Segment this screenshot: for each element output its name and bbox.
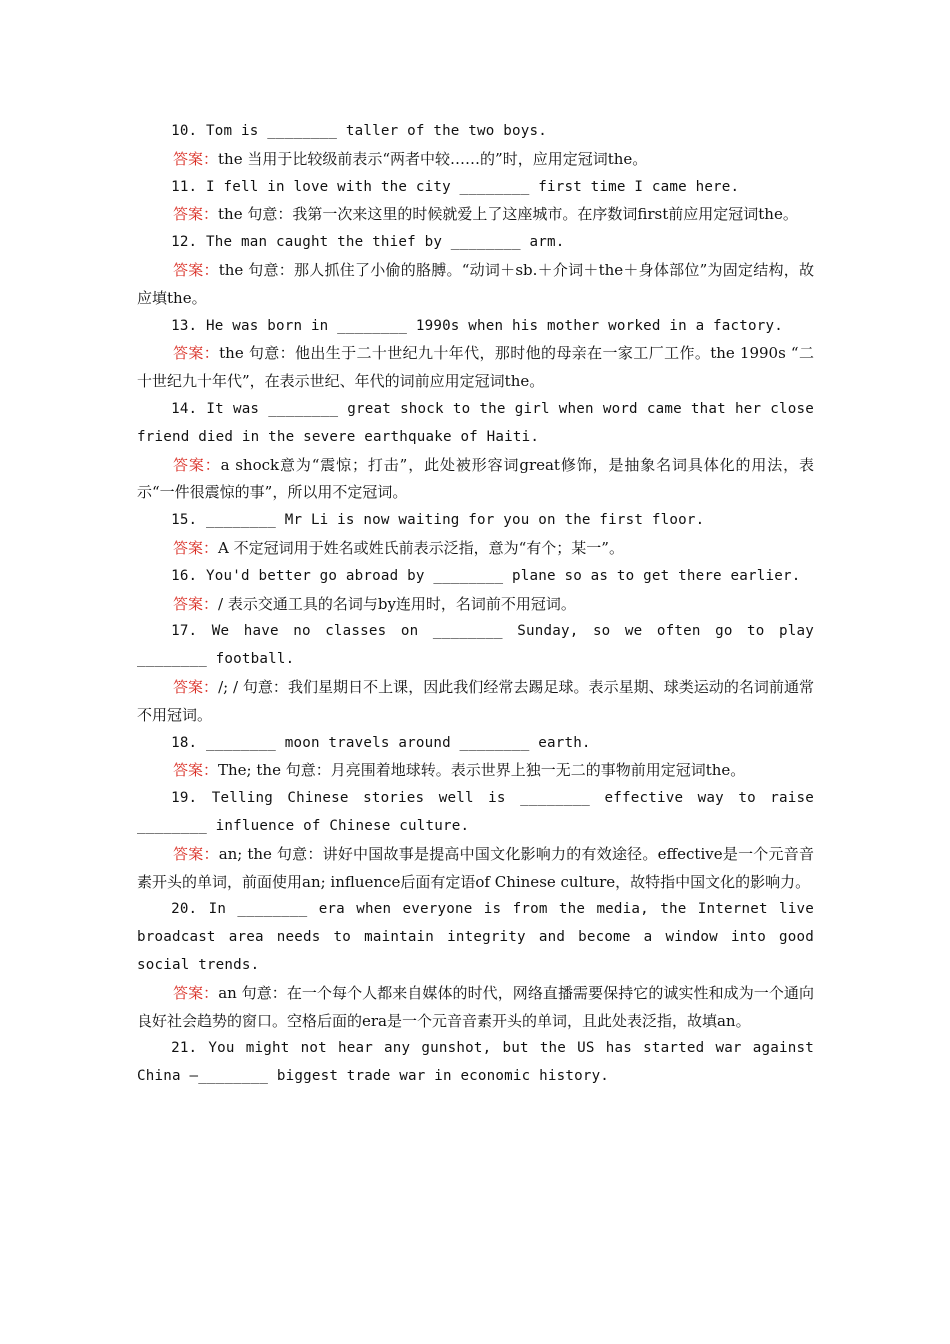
answer-text: a shock意为“震惊；打击”，此处被形容词great修饰，是抽象名词具体化的用法，表示“一件很震惊的事”，所以用不定冠词。 <box>137 455 814 502</box>
answer-text: The; the 句意：月亮围着地球转。表示世界上独一无二的事物前用定冠词the。 <box>218 761 746 780</box>
answer-label: 答案： <box>173 205 219 224</box>
question-20: 20. In ________ era when everyone is from the media, the Internet live broadcast area needs to maintain integrity and become a window into good social trends. <box>137 901 814 973</box>
answer-label: 答案： <box>173 455 221 474</box>
question-15: 15. ________ Mr Li is now waiting for you on the first floor. <box>171 512 705 529</box>
answer-label: 答案： <box>173 344 220 363</box>
answer-text: the 句意：他出生于二十世纪九十年代，那时他的母亲在一家工厂工作。the 1990s “二十世纪九十年代”，在表示世纪、年代的词前应用定冠词the。 <box>137 344 814 391</box>
question-16: 16. You'd better go abroad by ________ plane so as to get there earlier. <box>171 567 801 584</box>
answer-text: an; the 句意：讲好中国故事是提高中国文化影响力的有效途径。effective是一个元音音素开头的单词，前面使用an; influence后面有定语of Chinese culture，故特指中国文化的影响力。 <box>137 844 814 891</box>
answer-label: 答案： <box>173 844 219 863</box>
answer-text: an 句意：在一个每个人都来自媒体的时代，网络直播需要保持它的诚实性和成为一个通向良好社会趋势的窗口。空格后面的era是一个元音音素开头的单词，且此处表泛指，故填an。 <box>137 983 814 1030</box>
answer-label: 答案： <box>173 149 219 168</box>
answer-label: 答案： <box>173 677 219 696</box>
question-19: 19. Telling Chinese stories well is ________ effective way to raise ________ influence of Chinese culture. <box>137 790 814 834</box>
answer-text: the 句意：我第一次来这里的时候就爱上了这座城市。在序数词first前应用定冠词the。 <box>218 205 798 224</box>
question-10: 10. Tom is ________ taller of the two boys. <box>171 123 547 139</box>
question-14: 14. It was ________ great shock to the girl when word came that her close friend died in the severe earthquake of Haiti. <box>137 400 814 445</box>
answer-label: 答案： <box>173 594 219 613</box>
question-18: 18. ________ moon travels around ________ earth. <box>171 734 591 751</box>
answer-17 <box>137 674 814 730</box>
question-12: 12. The man caught the thief by ________ arm. <box>171 234 565 251</box>
answer-14 <box>137 452 814 508</box>
answer-text: A 不定冠词用于姓名或姓氏前表示泛指，意为“有个；某一”。 <box>218 538 624 557</box>
answer-19 <box>137 841 814 897</box>
question-11: 11. I fell in love with the city ________ first time I came here. <box>171 178 740 195</box>
answer-text: /; / 句意：我们星期日不上课，因此我们经常去踢足球。表示星期、球类运动的名词前通常不用冠词。 <box>137 677 814 724</box>
document-body <box>137 118 814 1091</box>
answer-text: the 当用于比较级前表示“两者中较……的”时，应用定冠词the。 <box>218 149 648 168</box>
answer-10 <box>137 146 814 174</box>
answer-text: the 句意：那人抓住了小偷的胳膊。“动词＋sb.＋介词＋the＋身体部位”为固定结构，故应填the。 <box>137 260 814 307</box>
answer-15 <box>137 535 814 563</box>
answer-12 <box>137 257 814 313</box>
answer-label: 答案： <box>173 538 219 557</box>
answer-label: 答案： <box>173 761 219 780</box>
answer-text: / 表示交通工具的名词与by连用时，名词前不用冠词。 <box>218 594 576 613</box>
answer-label: 答案： <box>173 983 219 1002</box>
answer-20 <box>137 980 814 1036</box>
answer-label: 答案： <box>173 260 219 279</box>
question-13: 13. He was born in ________ 1990s when his mother worked in a factory. <box>171 317 783 334</box>
answer-18 <box>137 757 814 785</box>
answer-11 <box>137 201 814 229</box>
answer-13 <box>137 340 814 396</box>
answer-16 <box>137 591 814 619</box>
question-17: 17. We have no classes on ________ Sunday, so we often go to play ________ football. <box>137 623 814 668</box>
question-21: 21. You might not hear any gunshot, but the US has started war against China —________ biggest trade war in economic history. <box>137 1040 814 1085</box>
